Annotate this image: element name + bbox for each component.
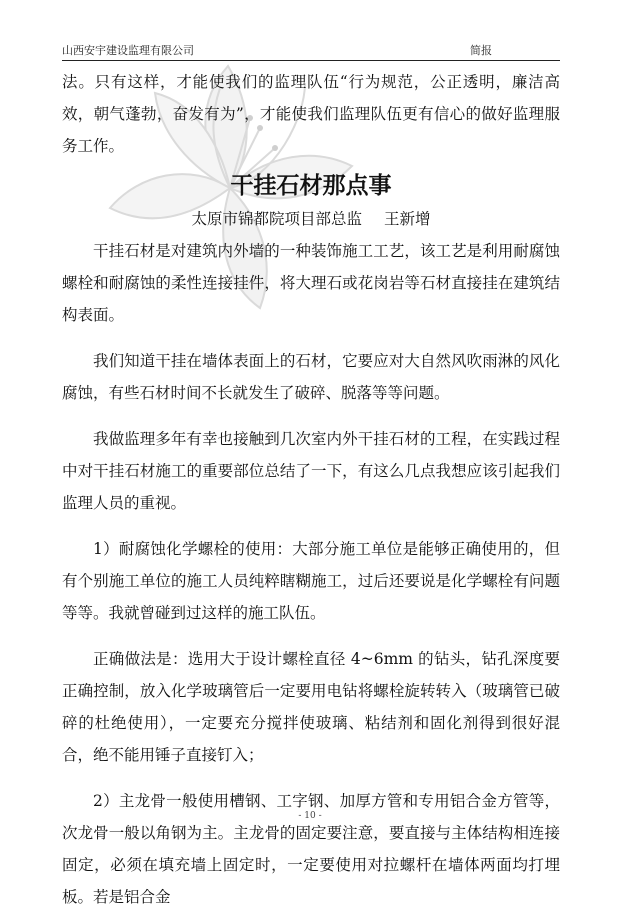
continuation-paragraph: 法。只有这样，才能使我们的监理队伍“行为规范，公正透明，廉洁高效，朝气蓬勃，奋发有为”，才能使我们监理队伍更有信心的做好监理服务工作。: [62, 73, 560, 155]
document-type-label: 简报: [470, 44, 492, 57]
page-number: - 10 -: [298, 811, 322, 821]
article-byline: [62, 203, 560, 235]
article-paragraph: 正确做法是：选用大于设计螺栓直径 4~6mm 的钻头，钻孔深度要正确控制，放入化学玻璃管后一定要用电钻将螺栓旋转转入（玻璃管已破碎的杜绝使用），一定要充分搅拌使玻璃、粘结剂和固化剂得到很好混合，绝不能用锤子直接钉入；: [62, 650, 560, 764]
document-body: [62, 66, 560, 913]
article-paragraph: 我做监理多年有幸也接触到几次室内外干挂石材的工程，在实践过程中对干挂石材施工的重要部位总结了一下，有这么几点我想应该引起我们监理人员的重视。: [62, 430, 560, 512]
article-title: 干挂石材那点事: [230, 173, 392, 199]
article-paragraph: 2）主龙骨一般使用槽钢、工字钢、加厚方管和专用铝合金方管等，次龙骨一般以角钢为主。主龙骨的固定要注意，要直接与主体结构相连接固定，必须在填充墙上固定时，一定要使用对拉螺杆在墙体两面均打埋板。若是铝合金: [62, 792, 560, 906]
article-paragraph: 我们知道干挂在墙体表面上的石材，它要应对大自然风吹雨淋的风化腐蚀，有些石材时间不长就发生了破碎、脱落等等问题。: [62, 352, 560, 402]
byline-organization: 太原市锦都院项目部总监: [191, 210, 362, 228]
article-paragraph: 干挂石材是对建筑内外墙的一种装饰施工工艺，该工艺是利用耐腐蚀螺栓和耐腐蚀的柔性连接挂件，将大理石或花岗岩等石材直接挂在建筑结构表面。: [62, 242, 560, 324]
article-paragraph: 1）耐腐蚀化学螺栓的使用：大部分施工单位是能够正确使用的，但有个别施工单位的施工人员纯粹瞎糊施工，过后还要说是化学螺栓有问题等等。我就曾碰到过这样的施工队伍。: [62, 540, 560, 622]
company-name: 山西安宇建设监理有限公司: [62, 44, 194, 57]
byline-author: 王新增: [384, 210, 431, 228]
